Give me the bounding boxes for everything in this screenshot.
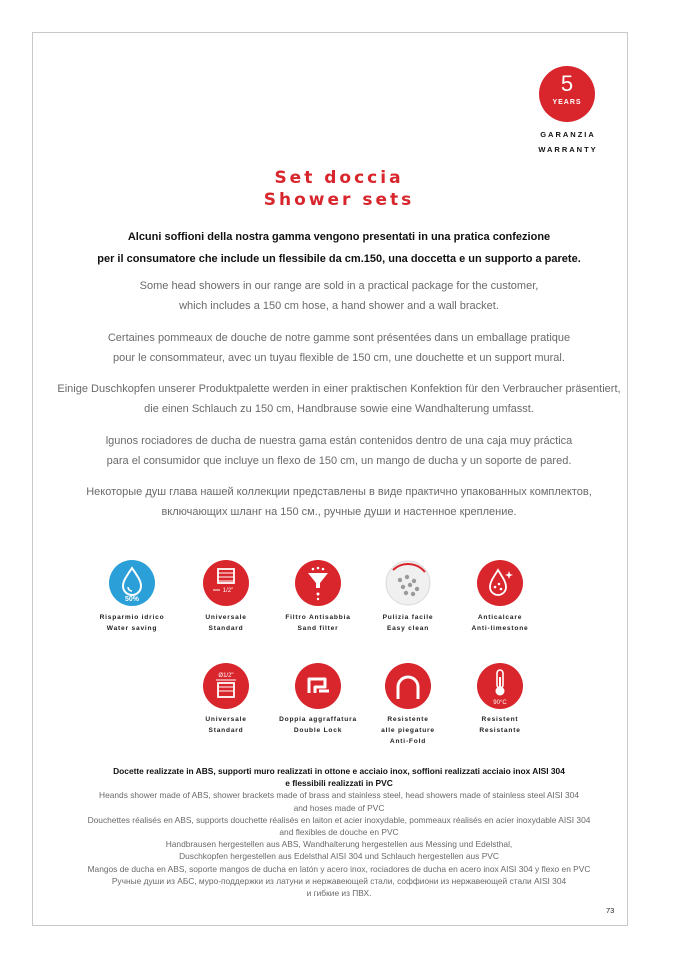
page-title-en: Shower sets bbox=[263, 190, 415, 210]
feature-label-line: Universale bbox=[205, 716, 247, 723]
feature-label-universal bbox=[176, 612, 276, 634]
water-drop-icon bbox=[109, 560, 155, 606]
feature-label-easy-clean bbox=[358, 612, 458, 634]
thermometer-icon bbox=[477, 663, 523, 709]
intro-french bbox=[40, 328, 638, 368]
feature-label-anti-fold bbox=[358, 714, 458, 747]
anti-limestone-icon bbox=[477, 560, 523, 606]
water-saving-percent: 50% bbox=[124, 596, 140, 603]
intro-en-line1: Some head showers in our range are sold in a practical package for the customer, bbox=[139, 280, 539, 292]
materials-it-line2: e flessibili realizzati in PVC bbox=[285, 778, 393, 789]
materials-de-line2: Duschkopfen hergestellen aus Edelsthal AISI 304 und Schlauch hergestellen aus PVC bbox=[179, 851, 499, 862]
feature-label-line: Standard bbox=[208, 625, 244, 632]
intro-fr-line1: Certaines pommeaux de douche de notre gamme sont présentées dans un emballage pratique bbox=[107, 332, 571, 344]
anti-fold-icon bbox=[385, 663, 431, 709]
intro-it-line1: Alcuni soffioni della nostra gamma vengono presentati in una pratica confezione bbox=[127, 231, 551, 243]
intro-en-line2: which includes a 150 cm hose, a hand shower and a wall bracket. bbox=[179, 300, 499, 312]
feature-label-line: Water saving bbox=[106, 625, 158, 632]
materials-de-line1: Handbrausen hergestellen aus ABS, Wandhalterung hergestellen aus Messing und Edelsthal, bbox=[165, 839, 513, 850]
feature-label-line: Anti-limestone bbox=[471, 625, 529, 632]
feature-label-line: Filtro Antisabbia bbox=[285, 614, 351, 621]
intro-de-line2: die einen Schlauch zu 150 cm, Handbrause sowie eine Wandhalterung umfasst. bbox=[144, 403, 534, 415]
intro-it-line2: per il consumatore che include un flessibile da cm.150, una doccetta e un supporto a parete. bbox=[97, 253, 581, 265]
feature-label-sand-filter bbox=[268, 612, 368, 634]
feature-label-water-saving bbox=[82, 612, 182, 634]
materials-ru-line2: и гибкие из ПВХ. bbox=[306, 888, 372, 899]
page-number: 73 bbox=[606, 906, 615, 915]
materials-ru-line1: Ручные души из АБС, муро-поддержки из латуни и нержавеющей стали, соффиони из нержавеющей стали AISI 304 bbox=[111, 875, 567, 886]
warranty-years-label: YEARS bbox=[552, 99, 582, 106]
warranty-years-number: 5 bbox=[560, 71, 574, 96]
feature-label-double-lock bbox=[268, 714, 368, 736]
intro-es-line2: para el consumidor que incluye un flexo de 150 cm, un mango de ducha y un soporte de pared. bbox=[106, 455, 572, 467]
feature-label-line: alle piegature bbox=[381, 727, 435, 734]
temperature-label: 90°C bbox=[493, 700, 507, 706]
feature-label-line: Pulizia facile bbox=[382, 614, 434, 621]
warranty-line1: GARANZIA bbox=[540, 130, 596, 139]
feature-label-line: Universale bbox=[205, 614, 247, 621]
double-lock-icon bbox=[295, 663, 341, 709]
page-title-it: Set doccia bbox=[274, 168, 404, 188]
intro-es-line1: lgunos rociadores de ducha de nuestra gama están contenidos dentro de una caja muy práctica bbox=[105, 435, 573, 447]
feature-label-line: Anticalcare bbox=[477, 614, 523, 621]
sand-filter-icon bbox=[295, 560, 341, 606]
warranty-line2: WARRANTY bbox=[538, 145, 598, 154]
intro-german bbox=[34, 379, 644, 419]
feature-label-line: Resistante bbox=[479, 727, 521, 734]
feature-label-line: Doppia aggraffatura bbox=[279, 716, 357, 723]
intro-ru-line2: включающих шланг на 150 см., ручные души и настенное крепление. bbox=[161, 506, 517, 518]
materials-en-line1: Heands shower made of ABS, shower brackets made of brass and stainless steel, head showers made of stainless steel AISI 304 bbox=[99, 790, 579, 801]
universal-size-label: 1/2" bbox=[222, 588, 234, 594]
intro-de-line1: Einige Duschkopfen unserer Produktpalette werden in einer praktischen Konfektion für den Verbraucher präsentiert, bbox=[57, 383, 621, 395]
feature-label-line: Easy clean bbox=[386, 625, 430, 632]
warranty-text bbox=[520, 127, 616, 157]
feature-label-line: Anti-Fold bbox=[389, 738, 427, 745]
feature-label-line: Standard bbox=[208, 727, 244, 734]
feature-label-line: Risparmio idrico bbox=[99, 614, 165, 621]
materials-it-line1: Docette realizzate in ABS, supporti muro realizzati in ottone e acciaio inox, soffioni realizzati acciaio inox AISI 304 bbox=[113, 766, 565, 776]
materials-section bbox=[40, 765, 638, 899]
feature-label-resistant bbox=[450, 714, 550, 736]
universal-connector-icon bbox=[203, 560, 249, 606]
universal-size-icon bbox=[203, 663, 249, 709]
intro-italian bbox=[40, 226, 638, 270]
intro-fr-line2: pour le consommateur, avec un tuyau flexible de 150 cm, une douchette et un support mural. bbox=[113, 352, 565, 364]
feature-label-universal-2 bbox=[176, 714, 276, 736]
materials-fr-line1: Douchettes réalisés en ABS, supports douchette réalisés en laiton et acier inoxydable, pommeaux réalisés en acier inoxydable AISI 304 bbox=[87, 814, 591, 825]
warranty-badge bbox=[539, 66, 595, 122]
materials-en-line2: and hoses made of PVC bbox=[293, 802, 385, 813]
feature-label-line: Resistent bbox=[481, 716, 519, 723]
intro-spanish bbox=[40, 431, 638, 471]
feature-label-line: Resistente bbox=[387, 716, 429, 723]
feature-label-line: Sand filter bbox=[297, 625, 339, 632]
universal-2-size-label: Ø1/2" bbox=[218, 673, 234, 679]
feature-label-line: Double Lock bbox=[293, 727, 343, 734]
materials-fr-line2: and flexibles de douche en PVC bbox=[279, 827, 399, 838]
materials-es-line1: Mangos de ducha en ABS, soporte mangos de ducha en latón y acero inox, rociadores de ducha en acero inox AISI 304 y flexo en PVC bbox=[87, 863, 591, 874]
intro-english bbox=[40, 276, 638, 316]
intro-ru-line1: Некоторые душ глава нашей коллекции представлены в виде практично упакованных комплектов, bbox=[86, 486, 592, 498]
feature-label-anti-limestone bbox=[450, 612, 550, 634]
easy-clean-icon bbox=[385, 560, 431, 606]
intro-russian bbox=[40, 482, 638, 522]
